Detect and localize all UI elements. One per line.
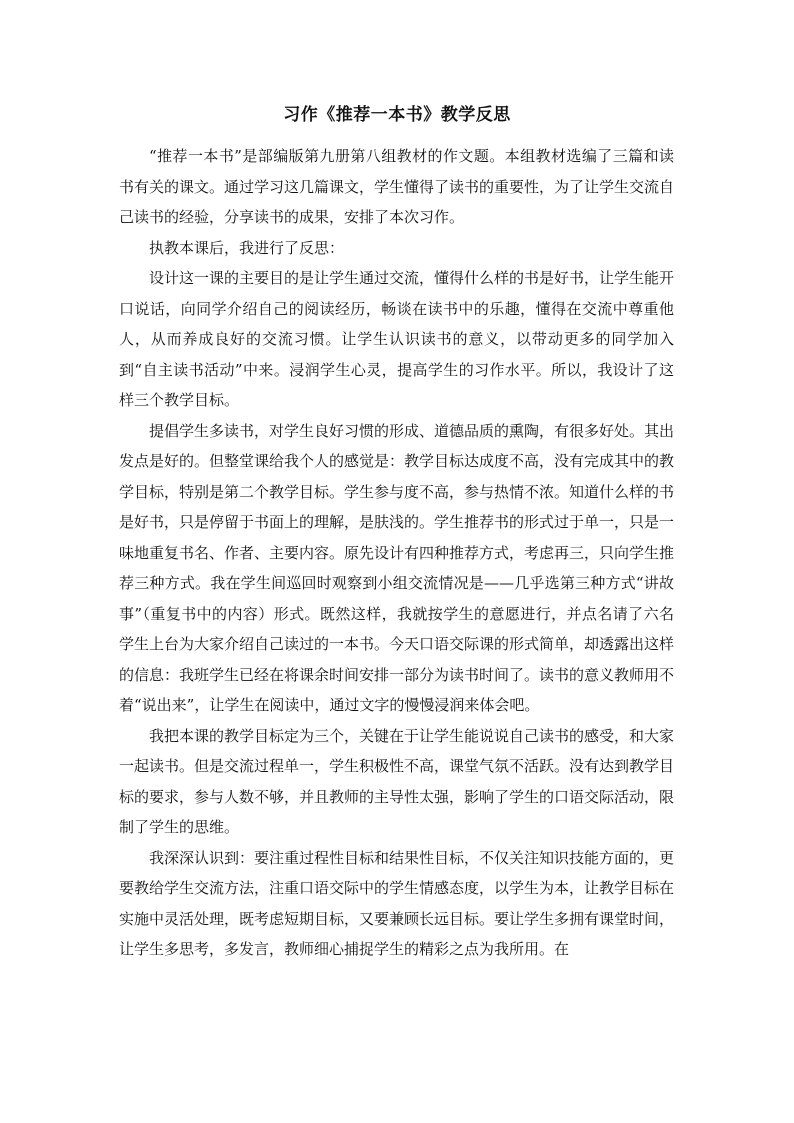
paragraph-design-purpose: 设计这一课的主要目的是让学生通过交流，懂得什么样的书是好书，让学生能开口说话，向同学介绍自己的阅读经历，畅谈在读书中的乐趣，懂得在交流中尊重他人，从而养成良好的交流习惯。让学生认识读书的意义，以带动更多的同学加入到“自主读书活动”中来。浸润学生心灵，提高学生的习作水平。所以，我设计了这样三个教学目标。 <box>119 269 675 409</box>
paragraph-evaluation: 提倡学生多读书，对学生良好习惯的形成、道德品质的熏陶，有很多好处。其出发点是好的。但整堂课给我个人的感觉是：教学目标达成度不高，没有完成其中的教学目标，特别是第二个教学目标。学生参与度不高，参与热情不浓。知道什么样的书是好书，只是停留于书面上的理解，是肤浅的。学生推荐书的形式过于单一，只是一味地重复书名、作者、主要内容。原先设计有四种推荐方式，考虑再三，只向学生推荐三种方式。我在学生间巡回时观察到小组交流情况是——几乎选第三种方式“讲故事”（重复书中的内容）形式。既然这样，我就按学生的意愿进行，并点名请了六名学生上台为大家介绍自己读过的一本书。今天口语交际课的形式简单，却透露出这样的信息：我班学生已经在将课余时间安排一部分为读书时间了。读书的意义教师用不着“说出来”，让学生在阅读中，通过文字的慢慢浸润来体会吧。 <box>119 421 675 714</box>
document-body <box>119 141 674 965</box>
paragraph-intro: “推荐一本书”是部编版第九册第八组教材的作文题。本组教材选编了三篇和读书有关的课文。通过学习这几篇课文，学生懂得了读书的重要性，为了让学生交流自己读书的经验，分享读书的成果，安排了本次习作。 <box>119 147 675 226</box>
paragraph-goals: 我把本课的教学目标定为三个，关键在于让学生能说说自己读书的感受，和大家一起读书。但是交流过程单一，学生积极性不高，课堂气氛不活跃。没有达到教学目标的要求，参与人数不够，并且教师的主导性太强，影响了学生的口语交际活动，限制了学生的思维。 <box>119 726 675 836</box>
paragraph-insight: 我深深认识到：要注重过程性目标和结果性目标，不仅关注知识技能方面的，更要教给学生交流方法，注重口语交际中的学生情感态度，以学生为本，让教学目标在实施中灵活处理，既考虑短期目标，又要兼顾长远目标。要让学生多拥有课堂时间，让学生多思考，多发言，教师细心捕捉学生的精彩之点为我所用。在 <box>119 848 675 958</box>
paragraph-reflection-start: 执教本课后，我进行了反思： <box>149 238 345 257</box>
document-title: 习作《推荐一本书》教学反思 <box>283 105 511 125</box>
